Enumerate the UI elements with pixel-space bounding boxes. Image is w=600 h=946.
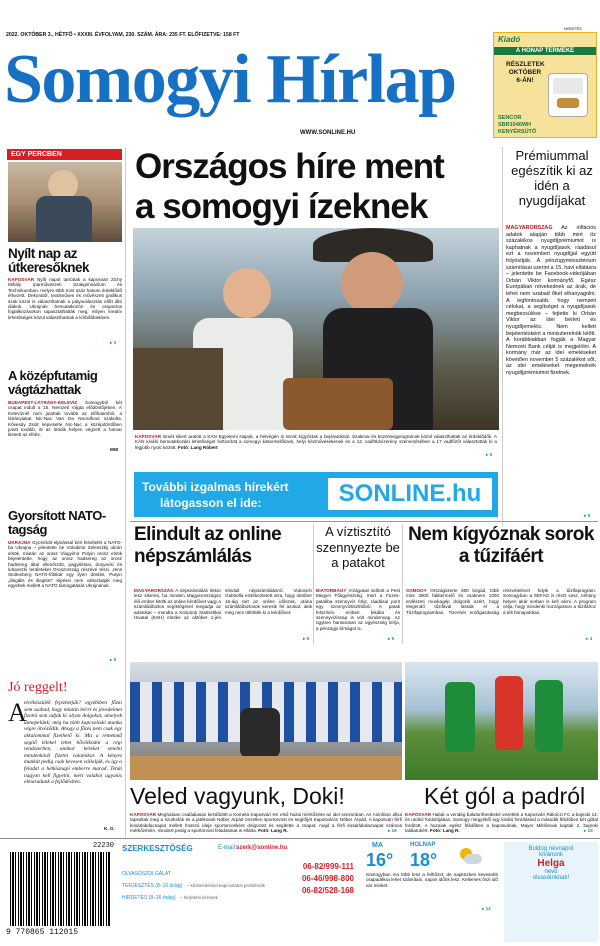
wood-page[interactable]: ▸ 4 [586,636,593,641]
water-body [316,588,400,636]
online-body [134,588,312,634]
masthead-title: Somogyi Hírlap [4,41,456,118]
story3-place: UKRAJNA [8,540,31,545]
story2-body [8,400,122,448]
story2-title[interactable]: A középfutamig vágtázhattak [8,368,98,397]
sonline-banner[interactable] [134,472,498,517]
story1-title[interactable]: Nyílt nap az útkeresőknek [8,246,90,275]
office-label: SZERKESZTŐSÉG [122,844,193,853]
promo-product: SENCOR SBR1040WH KENYÉRSÜTŐ [498,115,537,135]
row-phone[interactable]: 06-46/998-800 [301,874,354,883]
lead-headline-1[interactable]: Országos híre ment [135,147,444,186]
story3-body [8,540,122,636]
story1-body [8,277,122,339]
nameday-line1: Boldog névnapot [528,846,574,852]
sport1-title[interactable]: Veled vagyunk, Doki! [130,783,345,809]
row-label: HIRDETÉS (8–16 óráig) [122,895,176,901]
today-label: MA [372,842,383,849]
dateline: 2022. OKTÓBER 3., HÉTFŐ • XXXIII. ÉVFOLYAM, 230. SZÁM. ÁRA: 235 FT. ELŐFIZETVE: 158 FT [6,32,240,38]
sport2-author: Fotó: Lang R. [430,828,460,834]
barcode-bars [10,852,110,926]
nameday-line2: kívánunk [538,852,563,858]
row-phone[interactable]: 06-82/528-168 [301,886,354,895]
right-body [506,225,596,513]
sport2-place: KAPOSVÁR [405,812,432,817]
promo-banner: A HÓNAP TERMÉKE [494,47,596,55]
email-label: E-mail: [218,845,237,851]
story1-page[interactable]: ▸ 3 [110,340,117,345]
wood-title[interactable]: Nem kígyóznak sorok a tűzifáért [408,524,594,567]
story3-title[interactable]: Gyorsított NATO-tagság [8,508,106,537]
lead-photo [133,228,499,430]
online-page[interactable]: ▸ 5 [303,636,310,641]
online-title[interactable]: Elindult az online népszámlálás [134,524,282,567]
row-text: – hirdetési kérések [180,895,218,900]
tomorrow-label: HOLNAP [410,842,436,848]
wood-body [406,588,596,634]
sport2-photo [405,662,598,780]
email-link[interactable]: szerk@sonline.hu [236,845,288,851]
story3-text: Gyorsított eljárással kéri felvételét a NATO-ba Ukrajna – jelentette be Volodimir Zelenszkij ukrán elnök, miután az orosz Vlagyimir Putyin orosz elnök bejelentette, hogy az orosz hadsereg az orosz hadsereg által ellenőrzött, pagyilizsiai, donyecki és luhanszki területeket Oroszország részévé tészi. Jens Stoltenberg NATO-főtitkár egy ilyen döntés, Putyin „illegális és illegitim” lépései nem változtatják meg egyebek mellett a NATO támogatását Ukrajnának. [8,540,122,589]
story2-text: Somogyból két csapat indult a 15. Nemzeti Vágta elődöntőjében. A Kelevíznél nem jutottak tovább az előfutamból, a látrányiakat Nic-Nac Van De Noordhout szakolta. Kővesdy Zsolt képviselte Nic-Nac a középdöntőben jutott tovább, itt az ötödik helyen végzett a hamar kiesett az elítés. [8,400,122,438]
hirdetes-label: HIRDETÉS [564,27,582,31]
online-text: A népszámlálás ökkor lesz sikeres, ha minden Magyarországon élő ember kitölti az online kérdőívet vagy a számlálóbiztos segítségével megadja az adatokat – mondta a Központi Statisztikai Hivatal (KSH) elnöke az október 1-jén elindult népszámlálásról. Vukovich Gabriella emlékeztetett arra, hogy október 16-áig tart az online időszak, utána számlálóbiztosok keresik fel azokat, akik még nem töltötték ki a kérdőívet. [134,588,312,621]
barcode-bottom: 9 770865 112015 [6,928,79,937]
banner-logo: SONLINE.hu [328,478,492,510]
website-link[interactable]: WWW.SONLINE.HU [300,130,356,136]
row-text: – kézbesítéssel kapcsolatos problémák [186,883,266,888]
sport2-title[interactable]: Két gól a padról [424,783,586,809]
breadmaker-icon [548,73,588,117]
sun-cloud-icon [458,848,482,866]
online-place: MAGYARORSZÁG [134,588,174,593]
lead-caption [135,434,497,458]
promo-details: RÉSZLETEK OKTÓBER 6-ÁN! [506,61,545,84]
water-place: BIATORBÁGY [316,588,347,593]
row-label: OLVASÓSZOLGÁLAT [122,871,171,877]
water-page[interactable]: ▸ 5 [388,636,395,641]
sport1-text: Meghatóan családiasan kezdődött a Kometa Kaposvári KK első hazai mérkőzése az idei szezonban. Az Aniróban állva tapsoltak meg a szurkolók és a játékosok Nöber Árpád önzetlen sportorvost és segítőjét Kaposvárón Nöber Árpád. A kaposvári férfi kosárlabdacsapat mellett hosszú ideje sportorvosként dolgozott és segítette a csapat, majd a férfi kosárlabdacsapat számos mérkőzésén, mindezt pedig a sportorvosi feladatokat is ellátta. [130,812,402,834]
promo-brand: Kiadó [498,35,521,44]
lead-body: Ismét sikert aratott a KÁN Egyetemi Napok, a hétvégén is sorok kígyóztak a bejáratoknál. Szakmai és közönségprogramok közül választhattak az érdeklődők. A KÁN kiváló bemutatkozási lehetőséget biztosított a somogyi kistermelőknek, helyi kézművesekének és a 12. vadföldvízerény szervezésében a 17 vadfőzőt választották ki a legjobb nyolc között. [135,434,497,450]
weather-text: Somogyban ma több lesz a felhőzet, de napközben kevesebb csapadékra lehet számítani, napos időnk lesz. Kellemes őszi idő vár minket. [366,872,498,888]
promo-box[interactable] [493,32,597,138]
nameday-box [504,842,598,942]
banner-line1: További izgalmas hírekért [142,480,289,494]
nameday-line3: nevű [544,869,558,875]
column-author: K. O. [104,826,115,831]
lead-headline-2[interactable]: a somogyi ízeknek [135,187,428,226]
banner-line2: látogasson el ide: [160,496,262,510]
sport1-body [130,812,402,836]
tomorrow-temp: 18° [410,850,438,870]
weather-page[interactable]: ▸ 13 [482,906,491,911]
lead-page[interactable]: ▸ 6 [486,452,493,457]
story2-page: MW [110,447,119,452]
right-place: MAGYARORSZÁG [506,225,553,231]
right-page[interactable]: ▸ 9 [584,513,591,518]
column-body: tévékészülék fejezhetjük? egyébiben főzni sem szabad, hogy miután bérrt és jövedelmet fizetni sem adják ki olyan dolgokat, amelyek ünnepelünk; még ha több kapcsolódó munka végre ötvöződik. Ahogy a főzés nem csak egy alkalommal fizethető ki. Ma a remekmű segítő lélekel lehet bővölködni a régi rendszerben, amikor béreket emelni mindenkinél fizetni valamikor. A kényes munkát pedig csak kevesen vállalják, és így a feladat a hétköznapi emberre marad. Tehát nagyon kell figyelni, mert valahol ugyanis elmaradunk a fejlődésben. [24,700,122,786]
barcode-top: 22230 [92,842,114,850]
sport2-body [405,812,598,836]
sport2-page[interactable]: ▸ 15 [584,828,593,833]
nameday-name: Helga [537,858,565,869]
right-title[interactable]: Prémiummal egészítik ki az idén a nyugdíjakat [511,148,593,208]
story2-place: BUDAPEST-LÁTRÁNY-KELEVÍZ [8,400,78,405]
water-text: Vízágakat indított a Pest Megyei Főügyészség, mert a Füzes-patakba szennyvíz folyt, ráadásul pont egy szennyvíztisztítóból. A patak felszínén emberi fekália és szennyvíziszap is volt mindennap. Az ügyben hamarosan az ügyészség kiírja, a pénzügyi bírságot is. [316,588,400,631]
sport1-author: Fotó: Lang R. [258,828,288,834]
water-title[interactable]: A víztisztító szennyezte be a patakot [316,524,400,570]
lead-place: KAPOSVÁR [135,434,162,439]
sport1-place: KAPOSVÁR [130,812,157,817]
weather-box [362,842,502,942]
sport1-page[interactable]: ▸ 16 [388,828,397,833]
barcode [4,842,116,942]
lead-author: Fotó: Lang Róbert [177,444,218,450]
contact-box [118,842,358,942]
section-label: EGY PERCBEN [7,149,122,160]
story1-text: Nyílt napot tartottak a kaposvári Zichy Mihály Iparművészeti Szakgimnázium és Technikumban, melyre több mint száz hatvan érdeklődő érkezett. Dekoratőr, textilműves és művészeti grafikus szak közül is választhatnak a pályaválasztás előtt álló diákok. Ukrajnás bemutatkozón és csoportos foglalkozásokon tapasztalhatták meg, milyen kreatív lehetőségek közül választhatnak a kiírbőbbiekben. [8,277,122,320]
sport2-text: Habár a vendég balatonfüredieké vezettek a Kaposvári Rákóczi FC a bajnoki 14. és utolsó fordulójában, Somogy megyéből egy kiváló fordítással a második félidőben két góllal fordított. A hazaiak egész félidőben a kaposváriak, Mayer Miklósnak kaptak 2. bajnoki találatukért. [405,812,598,834]
column-title: Jó reggelt! [8,680,68,695]
sidebar-photo [8,162,122,242]
contact-row [122,886,354,904]
wood-place: SOMOGY [406,588,427,593]
today-temp: 16° [366,850,394,870]
right-text: Az inflációs adatok alapján több mint tíz százalékos nyugdíjprémiumot is kaphatnak a nyugdíjasok, ráadásul ezt a novemberi nyugdíjjal együtt folyósítják. A pénzügyminisztérium számításai szerint a 15. havi ellátásra – jelentette be Facebook-videójában Orbán Viktor kormányfő. Egész Európában növekednek az árak, de lehet nem szabad őket elhanyagolni. A legfontosabb, hogy nemzeti célokat, a segítséget a nyugdíjasok megbecsülése – fejtette ki Orbán Viktor az idei bérleti és nyugdíjemelés. Nem kellett bejelentésként a miniszterelnök lelőtt. A korábbiakban fogják a Magyar Nemzeti Bank célját is megjelölni. A kormány már az idei emeléseket követően november 5 százalékot sőt, az idei emeléseket megemelnék nyugdíjprémiumot fizetnek. [506,225,596,377]
story1-place: KAPOSVÁR [8,277,35,282]
story3-page[interactable]: ▸ 9 [110,657,117,662]
sport1-photo [130,662,402,780]
row-label: TERJESZTÉS (8–16 óráig) [122,883,183,889]
nameday-line4: olvasóinknak! [532,875,570,881]
wood-text: Országszerte 800 brigád, több mint 3000 fakitermelő és csaknem 1000 erdészeti munkagép dolgozik azért, hogy elegendő tűzifával lássák el a Tűzifaprogramban. Tizenhét erdőgazdaság részvételével folyik a tűzifaprogram. Somogyban a SEFAG is részt vesz, néhány helyen akár sorban is kell várni. A program célja, hogy mindenki hozzájusson a tűzifához a téli hónapokban. [406,588,596,615]
column-dropcap: A [8,698,27,727]
row-phone[interactable]: 06-82/999-111 [302,862,354,871]
